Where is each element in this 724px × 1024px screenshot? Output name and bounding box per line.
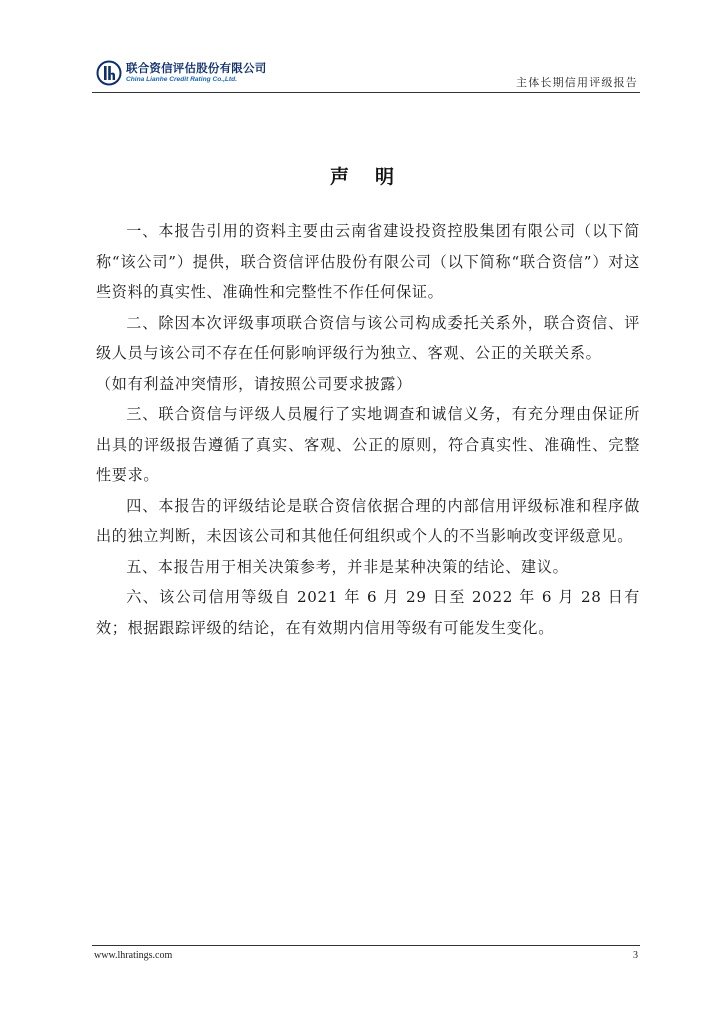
statement-paragraph-3: 三、联合资信与评级人员履行了实地调查和诚信义务，有充分理由保证所出具的评级报告遵循了真实、客观、公正的原则，符合真实性、准确性、完整性要求。	[96, 405, 640, 484]
footer-divider	[92, 945, 640, 946]
statement-paragraph-4: 四、本报告的评级结论是联合资信依据合理的内部信用评级标准和程序做出的独立判断，未因该公司和其他任何组织或个人的不当影响改变评级意见。	[96, 496, 640, 545]
footer-website: www.lhratings.com	[94, 950, 173, 961]
lianhe-logo-icon	[96, 60, 122, 86]
company-logo	[92, 58, 292, 88]
page-header	[92, 58, 640, 92]
statement-paragraph-note: （如有利益冲突情形，请按照公司要求披露）	[96, 374, 412, 393]
statement-body	[96, 216, 640, 643]
page-number: 3	[633, 950, 638, 961]
page-title: 声明	[329, 166, 420, 188]
statement-paragraph-2: 二、除因本次评级事项联合资信与该公司构成委托关系外，联合资信、评级人员与该公司不存在任何影响评级行为独立、客观、公正的关联关系。	[96, 313, 640, 362]
statement-paragraph-1: 一、本报告引用的资料主要由云南省建设投资控股集团有限公司（以下简称“该公司”）提供，联合资信评估股份有限公司（以下简称“联合资信”）对这些资料的真实性、准确性和完整性不作任何保证。	[96, 222, 640, 301]
statement-paragraph-5: 五、本报告用于相关决策参考，并非是某种决策的结论、建议。	[126, 557, 569, 576]
company-name-cn: 联合资信评估股份有限公司	[126, 61, 267, 75]
report-type: 主体长期信用评级报告	[516, 76, 638, 89]
header-divider	[92, 92, 640, 93]
company-name-en: China Lianhe Credit Rating Co.,Ltd.	[126, 76, 237, 83]
statement-paragraph-6: 六、该公司信用等级自 2021 年 6 月 29 日至 2022 年 6 月 28 日有效；根据跟踪评级的结论，在有效期内信用等级有可能发生变化。	[96, 588, 640, 637]
